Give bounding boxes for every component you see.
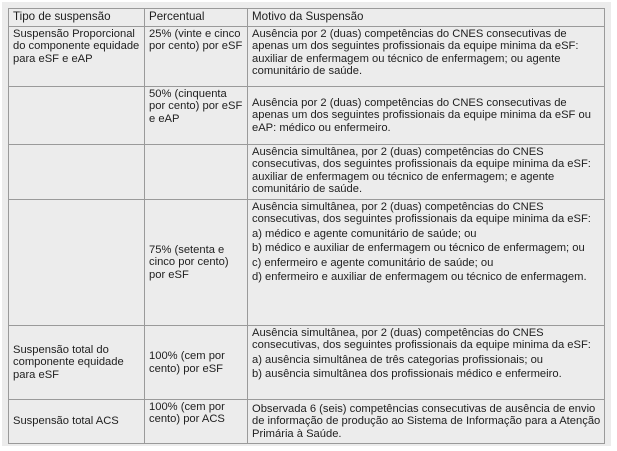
motivo-item: d) enfermeiro e auxiliar de enfermagem ou técnico de enfermagem. xyxy=(252,271,587,284)
cell-tipo: Suspensão total do componente equidade para eSF xyxy=(9,326,145,400)
table-row xyxy=(9,326,605,400)
cell-motivo: Ausência por 2 (duas) competências do CNES consecutivas de apenas um dos seguintes profissionais da equipe minima da eSF: auxiliar de enfermagem ou técnico de enfermagem; ou agente comunitário de saúde. xyxy=(248,27,605,87)
header-percentual: Percentual xyxy=(145,9,248,27)
table-row xyxy=(9,200,605,326)
table-row xyxy=(9,87,605,145)
header-motivo: Motivo da Suspensão xyxy=(248,9,605,27)
cell-percentual xyxy=(145,145,248,200)
cell-motivo: Ausência por 2 (duas) competências do CNES consecutivas de apenas um dos seguintes profissionais da equipe minima da eSF ou eAP: médico ou enfermeiro. xyxy=(248,87,605,145)
cell-motivo xyxy=(248,200,605,326)
cell-percentual: 25% (vinte e cinco por cento) por eSF xyxy=(145,27,248,87)
cell-tipo xyxy=(9,200,145,326)
suspension-table xyxy=(8,8,605,444)
motivo-intro: Ausência simultânea, por 2 (duas) competências do CNES consecutivas, dos seguintes profissionais da equipe minima da eSF: xyxy=(252,201,591,226)
cell-tipo: Suspensão Proporcional do componente equidade para eSF e eAP xyxy=(9,27,145,87)
table-header-row xyxy=(9,9,605,27)
cell-tipo xyxy=(9,145,145,200)
motivo-item: b) médico e auxiliar de enfermagem ou técnico de enfermagem; ou xyxy=(252,242,585,255)
cell-percentual: 75% (setenta e cinco por cento) por eSF xyxy=(145,200,248,326)
table-row xyxy=(9,145,605,200)
cell-motivo xyxy=(248,326,605,400)
motivo-intro: Ausência simultânea, por 2 (duas) competências do CNES consecutivas, dos seguintes profissionais da equipe minima da eSF: xyxy=(252,327,591,352)
cell-percentual: 100% (cem por cento) por ACS xyxy=(145,400,248,444)
cell-motivo: Ausência simultânea, por 2 (duas) competências do CNES consecutivas, dos seguintes profissionais da equipe minima da eSF: auxiliar de enfermagem ou técnico de enfermagem; e agente comunitário de saúde. xyxy=(248,145,605,200)
cell-motivo: Observada 6 (seis) competências consecutivas de ausência de envio de informação de produção ao Sistema de Informação para a Atenção Primária à Saúde. xyxy=(248,400,605,444)
motivo-item: a) ausência simultânea de três categorias profissionais; ou xyxy=(252,353,544,366)
table-row xyxy=(9,27,605,87)
cell-percentual: 50% (cinquenta por cento) por eSF e eAP xyxy=(145,87,248,145)
document-page xyxy=(2,2,611,446)
cell-percentual: 100% (cem por cento) por eSF xyxy=(145,326,248,400)
cell-tipo xyxy=(9,87,145,145)
header-tipo: Tipo de suspensão xyxy=(9,9,145,27)
motivo-item: c) enfermeiro e agente comunitário de saúde; ou xyxy=(252,256,494,269)
motivo-item: a) médico e agente comunitário de saúde; ou xyxy=(252,227,477,240)
cell-tipo: Suspensão total ACS xyxy=(9,400,145,444)
table-row xyxy=(9,400,605,444)
motivo-item: b) ausência simultânea dos profissionais médico e enfermeiro. xyxy=(252,368,562,381)
